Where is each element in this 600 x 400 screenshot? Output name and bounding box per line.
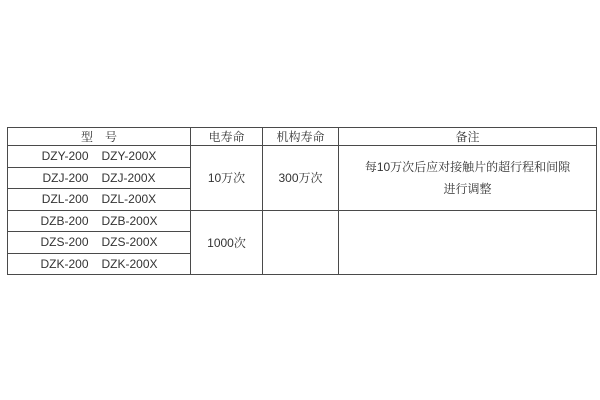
header-model: 型 号: [8, 128, 191, 146]
remarks-line-1: 每10万次后应对接触片的超行程和间隙: [364, 159, 571, 174]
spec-table: [7, 127, 597, 275]
header-electrical-life: 电寿命: [191, 128, 263, 146]
electrical-life-cell-group1: 10万次: [191, 146, 263, 211]
model-name: DZB-200X: [101, 213, 158, 228]
model-cell-dzk: [8, 253, 191, 275]
model-name: DZB-200: [40, 213, 89, 228]
model-name: DZS-200: [40, 235, 89, 250]
model-name: DZJ-200: [42, 170, 89, 185]
model-name: DZY-200X: [101, 149, 157, 164]
model-cell-dzb: [8, 210, 191, 232]
model-cell-dzs: [8, 232, 191, 254]
model-name: DZJ-200X: [101, 170, 156, 185]
mechanical-life-cell-group1: 300万次: [263, 146, 339, 211]
model-name: DZK-200: [40, 256, 89, 271]
model-cell-dzy: [8, 146, 191, 168]
remarks-line-2: 进行调整: [443, 181, 492, 196]
model-name: DZL-200X: [101, 192, 157, 207]
header-mechanical-life: 机构寿命: [263, 128, 339, 146]
model-cell-dzj: [8, 167, 191, 189]
header-remarks: 备注: [339, 128, 597, 146]
model-name: DZL-200: [41, 192, 89, 207]
remarks-cell-group2: [339, 210, 597, 275]
model-name: DZS-200X: [101, 235, 158, 250]
model-name: DZY-200: [41, 149, 89, 164]
header-row: [8, 128, 597, 146]
remarks-cell-group1: [339, 146, 597, 211]
table-row-dzy: [8, 146, 597, 168]
table-row-dzb: [8, 210, 597, 232]
mechanical-life-cell-group2: [263, 210, 339, 275]
model-name: DZK-200X: [101, 256, 158, 271]
electrical-life-cell-group2: 1000次: [191, 210, 263, 275]
model-cell-dzl: [8, 189, 191, 211]
